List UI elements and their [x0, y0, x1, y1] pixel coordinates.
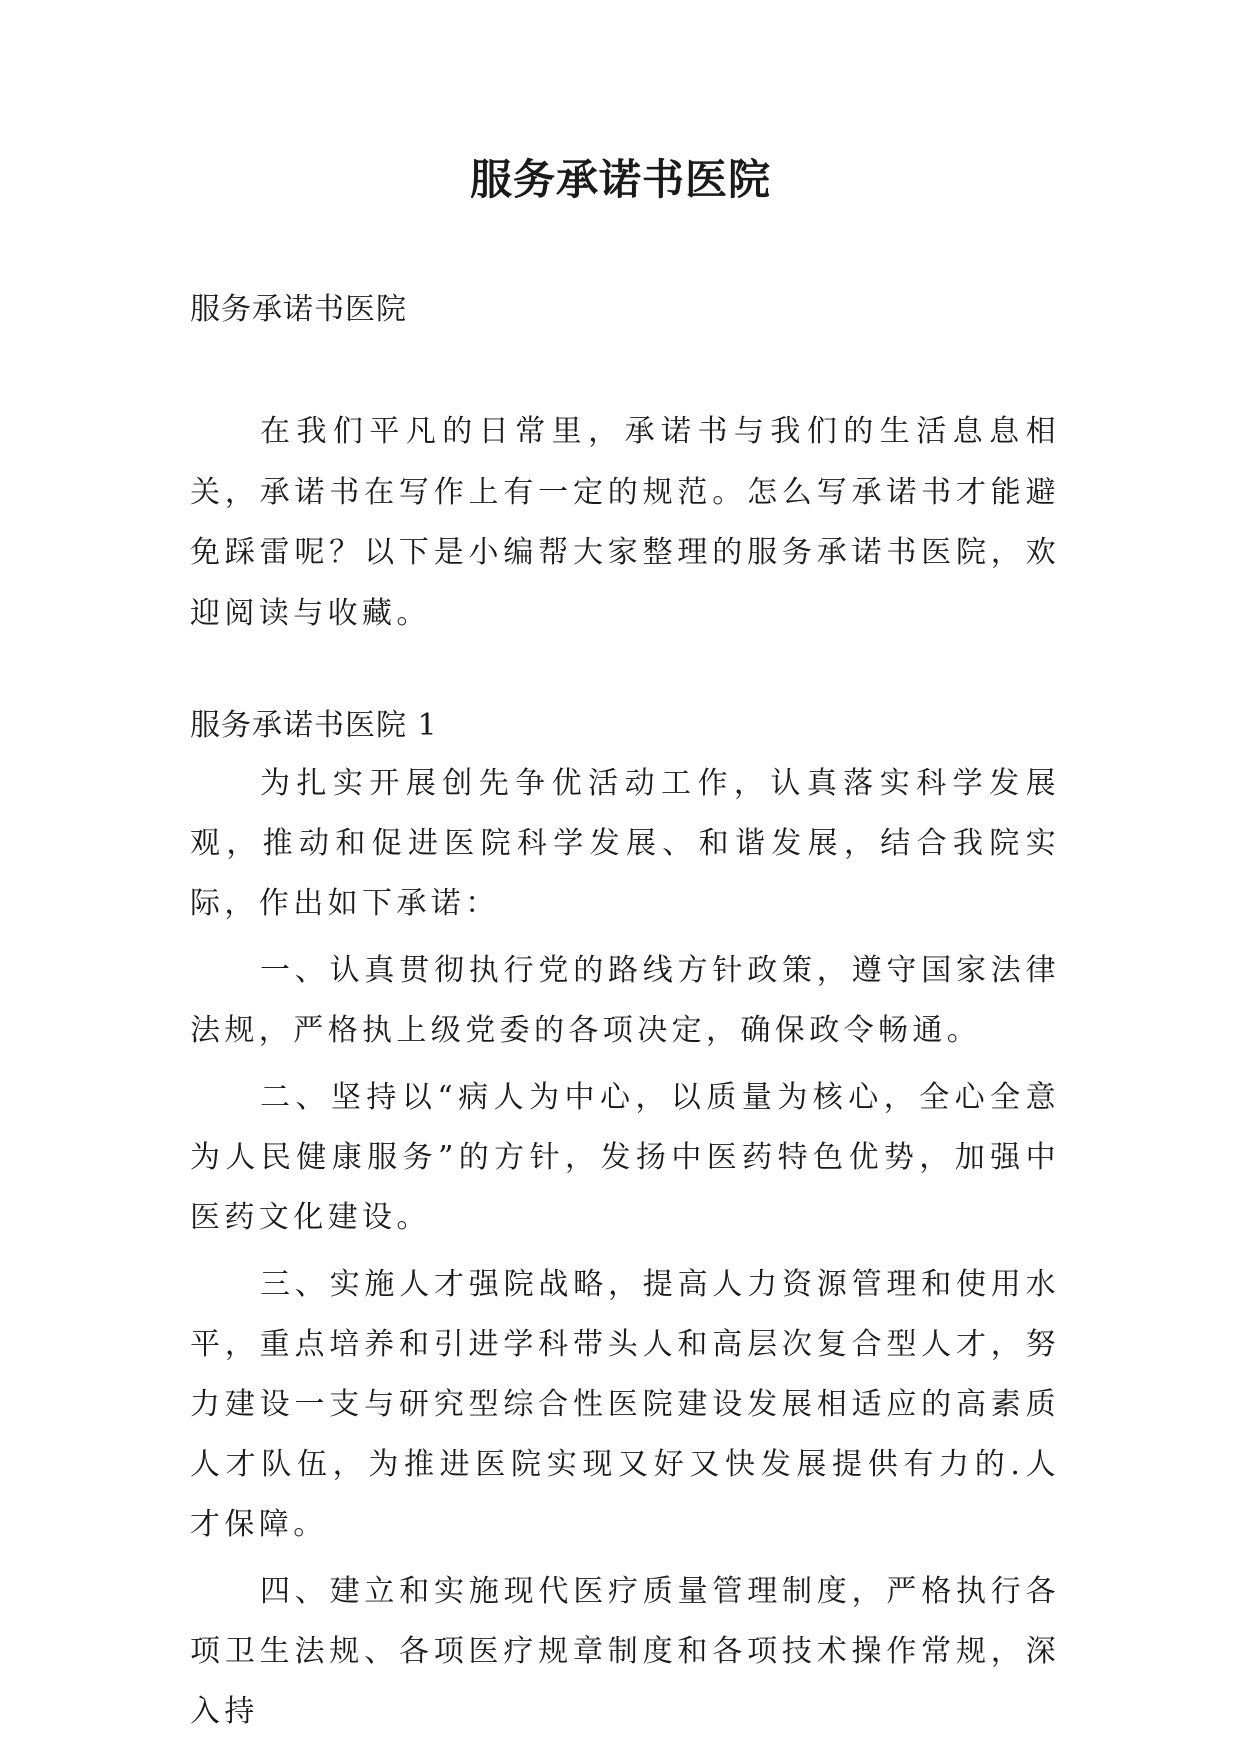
section-title: 服务承诺书医院 1: [190, 708, 438, 743]
intro-block: [190, 402, 1060, 644]
body-paragraph: 二、坚持以“病人为中心，以质量为核心，全心全意为人民健康服务”的方针，发扬中医药特色优势，加强中医药文化建设。: [190, 1080, 1060, 1235]
section-body: [190, 754, 1060, 1749]
body-paragraph: 四、建立和实施现代医疗质量管理制度，严格执行各项卫生法规、各项医疗规章制度和各项技术操作常规，深入持: [190, 1574, 1060, 1729]
body-paragraph: 三、实施人才强院战略，提高人力资源管理和使用水平，重点培养和引进学科带头人和高层次复合型人才，努力建设一支与研究型综合性医院建设发展相适应的高素质人才队伍，为推进医院实现又好又快发展提供有力的.人才保障。: [190, 1267, 1060, 1542]
body-paragraph: 为扎实开展创先争优活动工作，认真落实科学发展观，推动和促进医院科学发展、和谐发展，结合我院实际，作出如下承诺：: [190, 766, 1060, 921]
body-paragraph: 一、认真贯彻执行党的路线方针政策，遵守国家法律法规，严格执上级党委的各项决定，确保政令畅通。: [190, 953, 1060, 1048]
document-title: 服务承诺书医院: [469, 155, 771, 204]
intro-paragraph: 在我们平凡的日常里，承诺书与我们的生活息息相关，承诺书在写作上有一定的规范。怎么写承诺书才能避免踩雷呢？以下是小编帮大家整理的服务承诺书医院，欢迎阅读与收藏。: [190, 414, 1060, 631]
document-subtitle: 服务承诺书医院: [190, 292, 407, 327]
